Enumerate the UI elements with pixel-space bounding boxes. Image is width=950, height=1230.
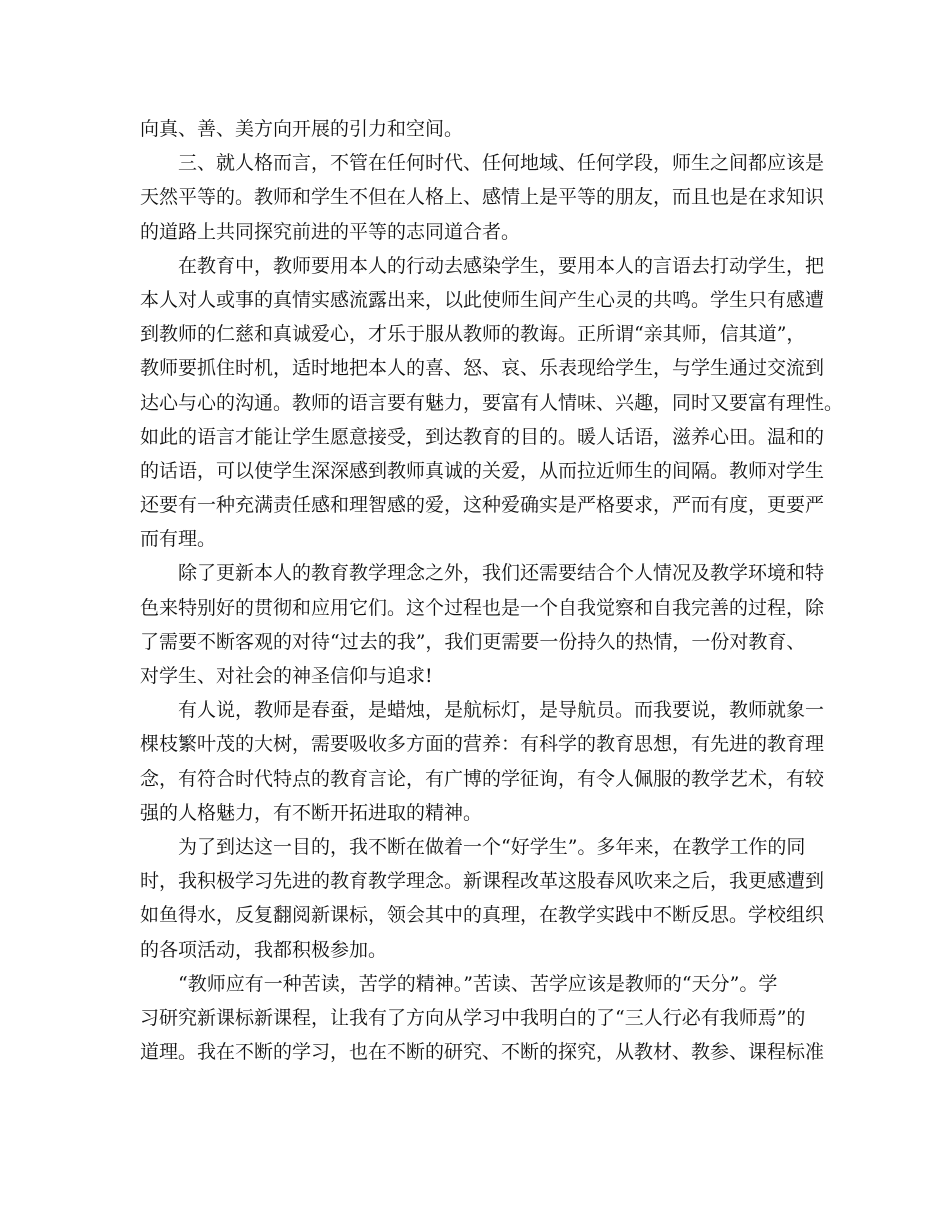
text-line: 为了到达这一目的，我不断在做着一个“好学生”。多年来，在教学工作的同 [178,835,806,858]
text-line: 三、就人格而言，不管在任何时代、任何地域、任何学段，师生之间都应该是 [178,152,825,175]
text-line: 的话语，可以使学生深深感到教师真诚的关爱，从而拉近师生的间隔。教师对学生 [140,459,825,482]
text-line: 向真、善、美方向开展的引力和空间。 [140,118,464,140]
text-line: 天然平等的。教师和学生不但在人格上、感情上是平等的朋友，而且也是在求知识 [140,186,825,209]
text-line: 习研究新课标新课程，让我有了方向从学习中我明白的了“三人行必有我师焉”的 [140,1006,806,1029]
text-line: 色来特别好的贯彻和应用它们。这个过程也是一个自我觉察和自我完善的过程，除 [140,596,825,619]
text-line: 到教师的仁慈和真诚爱心，才乐于服从教师的教诲。正所谓“亲其师，信其道”， [140,323,806,346]
text-line: 在教育中，教师要用本人的行动去感染学生，要用本人的言语去打动学生，把 [178,254,825,277]
text-line: 棵枝繁叶茂的大树，需要吸收多方面的营养：有科学的教育思想，有先进的教育理 [140,733,825,756]
text-line: 的各项活动，我都积极参加。 [140,938,388,961]
text-line: 除了更新本人的教育教学理念之外，我们还需要结合个人情况及教学环境和特 [178,562,825,585]
text-line: 念，有符合时代特点的教育言论，有广博的学征询，有令人佩服的教学艺术，有较 [140,767,825,790]
text-line: 教师要抓住时机，适时地把本人的喜、怒、哀、乐表现给学生，与学生通过交流到 [140,357,825,380]
text-line: “教师应有一种苦读，苦学的精神。”苦读、苦学应该是教师的“天分”。学 [178,972,778,995]
text-line: 有人说，教师是春蚕，是蜡烛，是航标灯，是导航员。而我要说，教师就象一 [178,699,825,722]
text-line: 道理。我在不断的学习，也在不断的研究、不断的探究，从教材、教参、课程标准 [140,1041,825,1064]
text-line: 如鱼得水，反复翻阅新课标，领会其中的真理，在教学实践中不断反思。学校组织 [140,904,825,927]
text-line: 本人对人或事的真情实感流露出来，以此使师生间产生心灵的共鸣。学生只有感遭 [140,288,825,311]
text-line: 对学生、对社会的神圣信仰与追求! [140,665,433,687]
body-text [140,112,844,1069]
text-line: 如此的语言才能让学生愿意接受，到达教育的目的。暖人话语，滋养心田。温和的 [140,425,825,448]
text-line: 了需要不断客观的对待“过去的我”，我们更需要一份持久的热情，一份对教育、 [140,630,806,653]
text-line: 的道路上共同探究前进的平等的志同道合者。 [140,220,521,243]
text-line: 达心与心的沟通。教师的语言要有魅力，要富有人情味、兴趣，同时又要富有理性。 [140,391,844,414]
text-line: 还要有一种充满责任感和理智感的爱，这种爱确实是严格要求，严而有度，更要严 [140,494,825,517]
text-line: 而有理。 [140,528,217,551]
text-line: 强的人格魅力，有不断开拓进取的精神。 [140,801,483,824]
text-line: 时，我积极学习先进的教育教学理念。新课程改革这股春风吹来之后，我更感遭到 [140,870,825,893]
